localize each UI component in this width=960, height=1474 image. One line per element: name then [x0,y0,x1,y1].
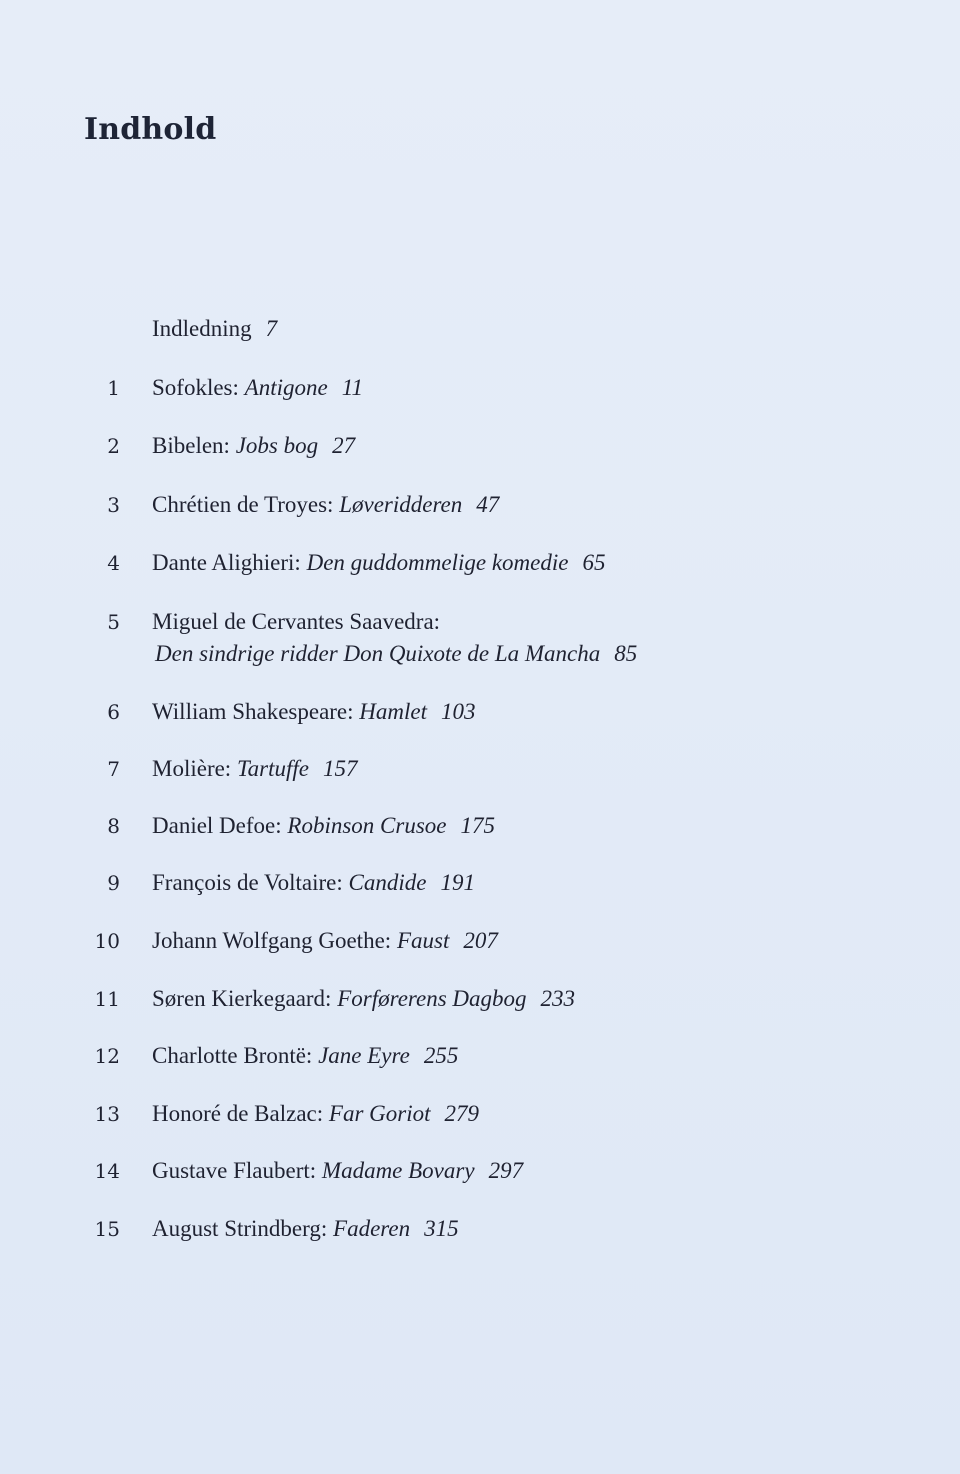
toc-work-title: Jane Eyre [318,1043,410,1068]
toc-entry-text [152,1098,479,1130]
chapter-number: 14 [94,1159,120,1183]
chapter-number: 13 [94,1102,120,1126]
toc-work-title: Den guddommelige komedie [306,550,569,575]
toc-author: August Strindberg: [152,1216,328,1241]
chapter-number: 4 [107,551,120,575]
toc-author: Johann Wolfgang Goethe: [152,928,392,953]
toc-author: William Shakespeare: [152,699,354,724]
toc-page-number: 157 [322,756,358,781]
toc-entry-text [152,1155,523,1187]
chapter-number: 1 [107,376,120,400]
toc-page-number: 315 [424,1216,459,1241]
toc-page-number: 279 [444,1101,479,1126]
toc-author: Charlotte Brontë: [152,1043,313,1068]
toc-author: Sofokles: [152,375,239,400]
toc-entry-text [152,372,363,404]
toc-work-title: Tartuffe [236,756,309,781]
toc-author: François de Voltaire: [152,870,343,895]
toc-page-number: 47 [476,492,500,517]
toc-work-title: Faust [396,928,450,953]
toc-page-number: 11 [341,375,363,400]
page-title: Indhold [84,112,217,147]
toc-author: Miguel de Cervantes Saavedra: [152,609,441,634]
toc-page-number: 27 [332,433,356,458]
toc-author: Gustave Flaubert: [152,1158,317,1183]
toc-entry-text [152,983,575,1015]
toc-author: Bibelen: [152,433,230,458]
chapter-number: 7 [107,757,120,781]
toc-entry-text [152,867,475,899]
chapter-number: 8 [107,814,120,838]
toc-page-number: 103 [441,699,476,724]
toc-work-title: Forførerens Dagbog [337,986,527,1011]
toc-entry-text [152,489,499,521]
chapter-number: 2 [107,434,120,458]
toc-work-title: Robinson Crusoe [287,813,447,838]
toc-page-number: 7 [265,316,278,341]
toc-work-title: Antigone [244,375,328,400]
toc-entry-text [152,547,605,579]
toc-author: Daniel Defoe: [152,813,282,838]
toc-author: Molière: [152,756,232,781]
toc-page-number: 207 [463,928,498,953]
toc-work-title: Madame Bovary [321,1158,475,1183]
toc-author: Søren Kierkegaard: [152,986,332,1011]
toc-entry-text [152,1040,458,1072]
toc-entry-text [152,810,495,842]
chapter-number: 3 [107,493,120,517]
toc-work-title: Far Goriot [328,1101,431,1126]
toc-page-number: 233 [540,986,576,1011]
chapter-number: 5 [107,610,120,634]
chapter-number: 12 [94,1044,120,1068]
toc-page-number: 191 [440,870,475,895]
chapter-number: 11 [94,987,120,1011]
toc-page-number: 255 [423,1043,459,1068]
toc-entry-text [152,753,357,785]
toc-page-number: 297 [488,1158,524,1183]
chapter-number: 6 [107,700,120,724]
toc-work-title: Candide [348,870,427,895]
toc-page-number: 65 [582,550,606,575]
toc-page-number: 85 [614,641,638,666]
toc-label: Indledning [152,316,252,341]
toc-entry-text [152,696,476,728]
toc-entry-text [152,606,440,638]
toc-page-number: 175 [460,813,495,838]
toc-work-title: Løveridderen [339,492,463,517]
toc-entry-text [152,1213,459,1245]
toc-author: Chrétien de Troyes: [152,492,334,517]
toc-entry-text [152,313,277,345]
toc-work-title: Den sindrige ridder Don Quixote de La Mancha [155,641,601,666]
toc-work-title: Faderen [333,1216,411,1241]
toc-entry-second-line [155,638,637,670]
chapter-number: 9 [107,871,120,895]
chapter-number: 10 [94,929,120,953]
toc-entry-text [152,430,355,462]
toc-author: Dante Alighieri: [152,550,301,575]
toc-work-title: Jobs bog [235,433,319,458]
toc-author: Honoré de Balzac: [152,1101,324,1126]
toc-entry-text [152,925,498,957]
toc-work-title: Hamlet [359,699,427,724]
chapter-number: 15 [94,1217,120,1241]
